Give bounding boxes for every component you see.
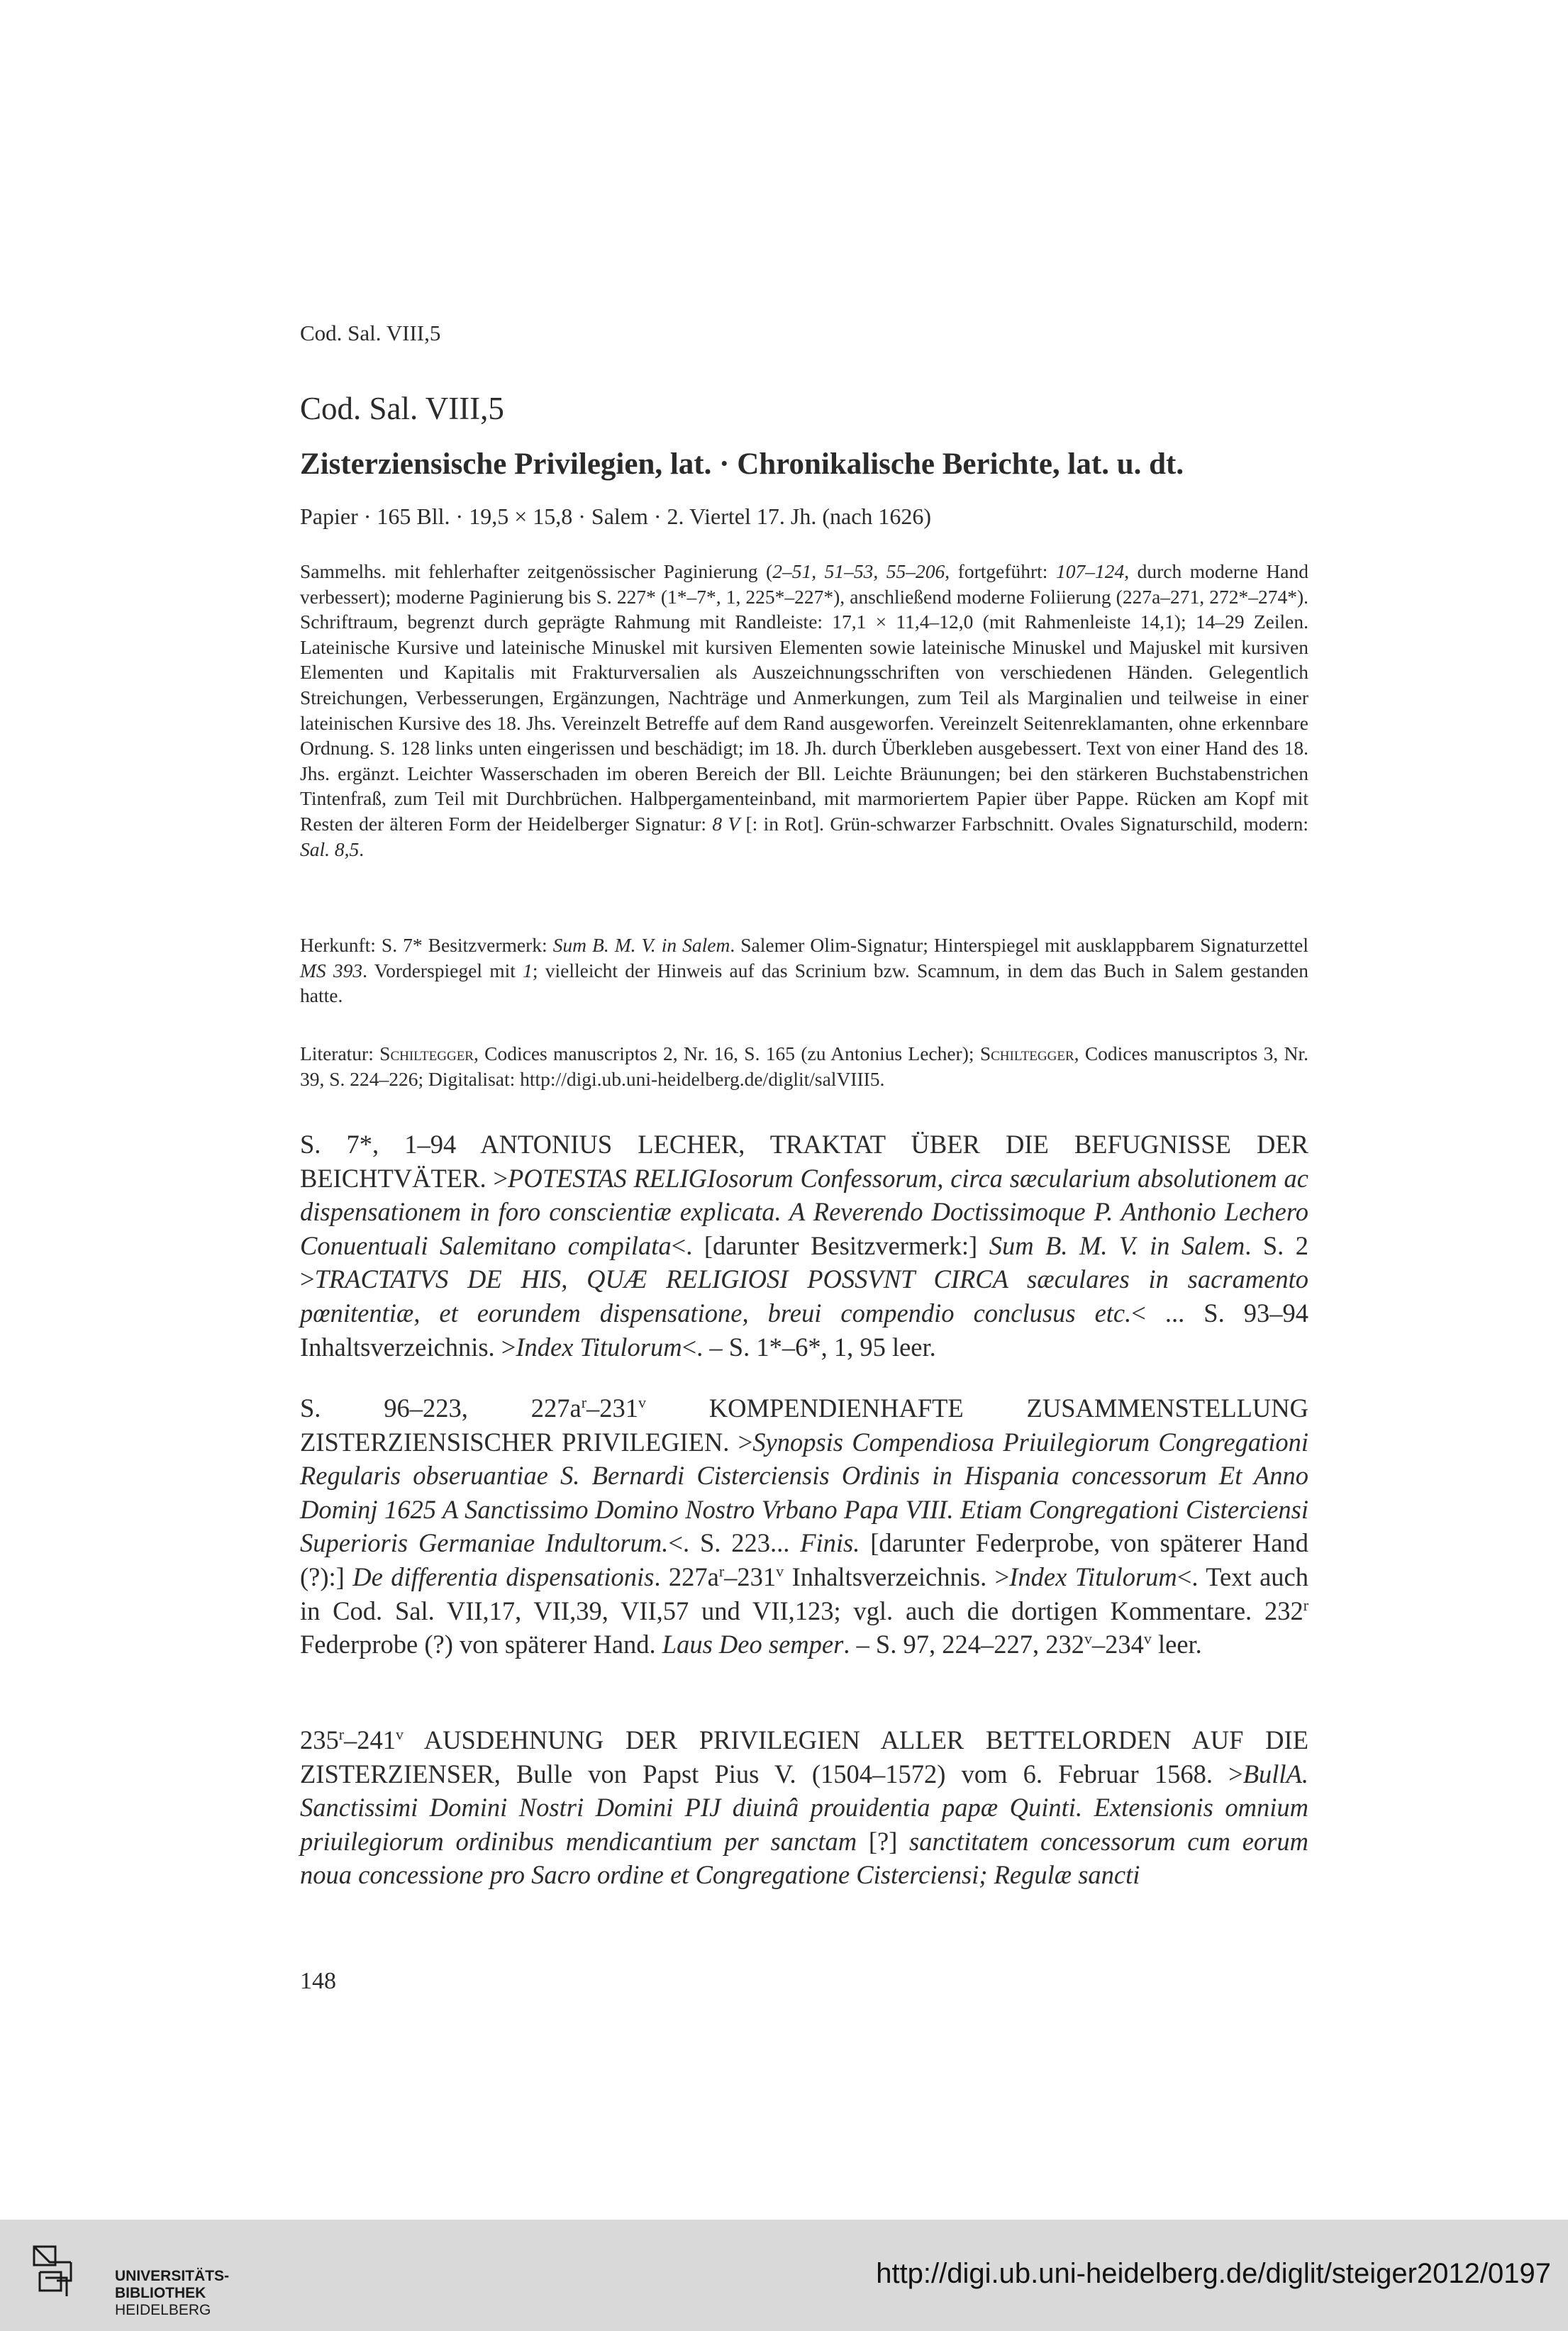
provenance-paragraph: Herkunft: S. 7* Besitzvermerk: Sum B. M. V. in Salem. Salemer Olim-Signatur; Hinterspiegel mit ausklappbarem Signaturzettel MS 393. Vorderspiegel mit 1; vielleicht der Hinweis auf das Scrinium bzw. Scamnum, in dem das Buch in Salem gestanden hatte. <box>300 934 1308 1007</box>
content-entry-lecher: S. 7*, 1–94 ANTONIUS LECHER, TRAKTAT ÜBER DIE BEFUGNISSE DER BEICHTVÄTER. >POTESTAS RELIGIosorum Confessorum, circa sæcularium absolutionem ac dispensationem in foro conscientiæ explicata. A Reverendo Doctissimoque P. Anthonio Lechero Conuentuali Salemitano compilata<. [darunter Besitzvermerk:] Sum B. M. V. in Salem. S. 2 >TRACTATVS DE HIS, QUÆ RELIGIOSI POSSVNT CIRCA sæculares in sacramento pœnitentiæ, et eorundem dispensatione, breui compendio conclusus etc.< ... S. 93–94 Inhaltsverzeichnis. >Index Titulorum<. – S. 1*–6*, 1, 95 leer. <box>300 1130 1309 1362</box>
page-number: 148 <box>300 1968 336 1994</box>
content-entry-mendicant-privileges: 235$^r$–241$^v$ AUSDEHNUNG DER PRIVILEGIEN ALLER BETTELORDEN AUF DIE ZISTERZIENSER, Bulle von Papst Pius V. (1504–1572) vom 6. Februar 1568. >BullA. Sanctissimi Domini Nostri Domini PIJ diuinâ prouidentia papæ Quinti. Extensionis omnium priuilegiorum ordinibus mendicantium per sanctam [?] sanctitatem concessorum cum eorum noua concessione pro Sacro ordine et Congregatione Cisterciensi; Regulæ sancti <box>300 1725 1308 1890</box>
physical-description: Papier · 165 Bll. · 19,5 × 15,8 · Salem · 2. Viertel 17. Jh. (nach 1626) <box>300 504 932 529</box>
running-head: Cod. Sal. VIII,5 <box>300 321 441 345</box>
university-library-logo-icon <box>28 2237 230 2318</box>
codex-title: Cod. Sal. VIII,5 <box>300 391 504 426</box>
codicological-description: Sammelhs. mit fehlerhafter zeitgenössischer Paginierung (2–51, 51–53, 55–206, fortgeführt: 107–124, durch moderne Hand verbessert); moderne Paginierung bis S. 227* (1*–7*, 1, 225*–227*), anschließend moderne Foliierung (227a–271, 272*–274*). Schriftraum, begrenzt durch geprägte Rahmung mit Randleiste: 17,1 × 11,4–12,0 (mit Rahmenleiste 14,1); 14–29 Zeilen. Lateinische Kursive und lateinische Minuskel mit kursiven Elementen sowie lateinische Minuskel und Majuskel mit kursiven Elementen und Kapitalis mit Frakturversalien als Auszeichnungsschriften von verschiedenen Händen. Gelegentlich Streichungen, Verbesserungen, Ergänzungen, Nachträge und Anmerkungen, zum Teil als Marginalien und teilweise in einer lateinischen Kursive des 18. Jhs. Vereinzelt Betreffe auf dem Rand ausgeworfen. Vereinzelt Seitenreklamanten, ohne erkennbare Ordnung. S. 128 links unten eingerissen und beschädigt; im 18. Jh. durch Überkleben ausgebessert. Text von einer Hand des 18. Jhs. ergänzt. Leichter Wasserschaden im oberen Bereich der Bll. Leichte Bräunungen; bei den stärkeren Buchstabenstrichen Tintenfraß, zum Teil mit Durchbrüchen. Halbpergamenteinband, mit marmoriertem Papier über Pappe. Rücken am Kopf mit Resten der älteren Form der Heidelberger Signatur: 8 V [: in Rot]. Grün-schwarzer Farbschnitt. Ovales Signaturschild, modern: Sal. 8,5. <box>300 560 1309 860</box>
library-name: UNIVERSITÄTS- BIBLIOTHEK HEIDELBERG <box>115 2268 230 2318</box>
digitization-url-link[interactable]: http://digi.ub.uni-heidelberg.de/diglit/steiger2012/0197 <box>876 2258 1551 2289</box>
work-title: Zisterziensische Privilegien, lat. · Chronikalische Berichte, lat. u. dt. <box>300 447 1184 481</box>
content-entry-privileges: S. 96–223, $227a^r-231^v$ KOMPENDIENHAFTE ZUSAMMENSTELLUNG ZISTERZIENSISCHER PRIVILEGIEN. >Synopsis Compendiosa Priuilegiorum Congregationi Regularis obseruantiae S. Bernardi Cisterciensis Ordinis in Hispania concessorum Et Anno Dominj 1625 A Sanctissimo Domino Nostro Vrbano Papa VIII. Etiam Congregationi Cisterciensi Superioris Germaniae Indultorum.<. S. 223... Finis. [darunter Federprobe, von späterer Hand (?):] De differentia dispensationis. $227a^r-231^v$ Inhaltsverzeichnis. >Index Titulorum<. Text auch in Cod. Sal. VII,17, VII,39, VII,57 und VII,123; vgl. auch die dortigen Kommentare. 232$^r$ Federprobe (?) von späterer Hand. Laus Deo semper. – S. 97, 224–227, 232$^v$–234$^v$ leer. <box>300 1393 1308 1659</box>
literature-paragraph: Literatur: Schiltegger, Codices manuscriptos 2, Nr. 16, S. 165 (zu Antonius Lecher); Schiltegger, Codices manuscriptos 3, Nr. 39, S. 224–226; Digitalisat: http://digi.ub.uni-heidelberg.de/diglit/salVIII5. <box>300 1042 1308 1090</box>
footer-bar <box>0 2220 1568 2331</box>
